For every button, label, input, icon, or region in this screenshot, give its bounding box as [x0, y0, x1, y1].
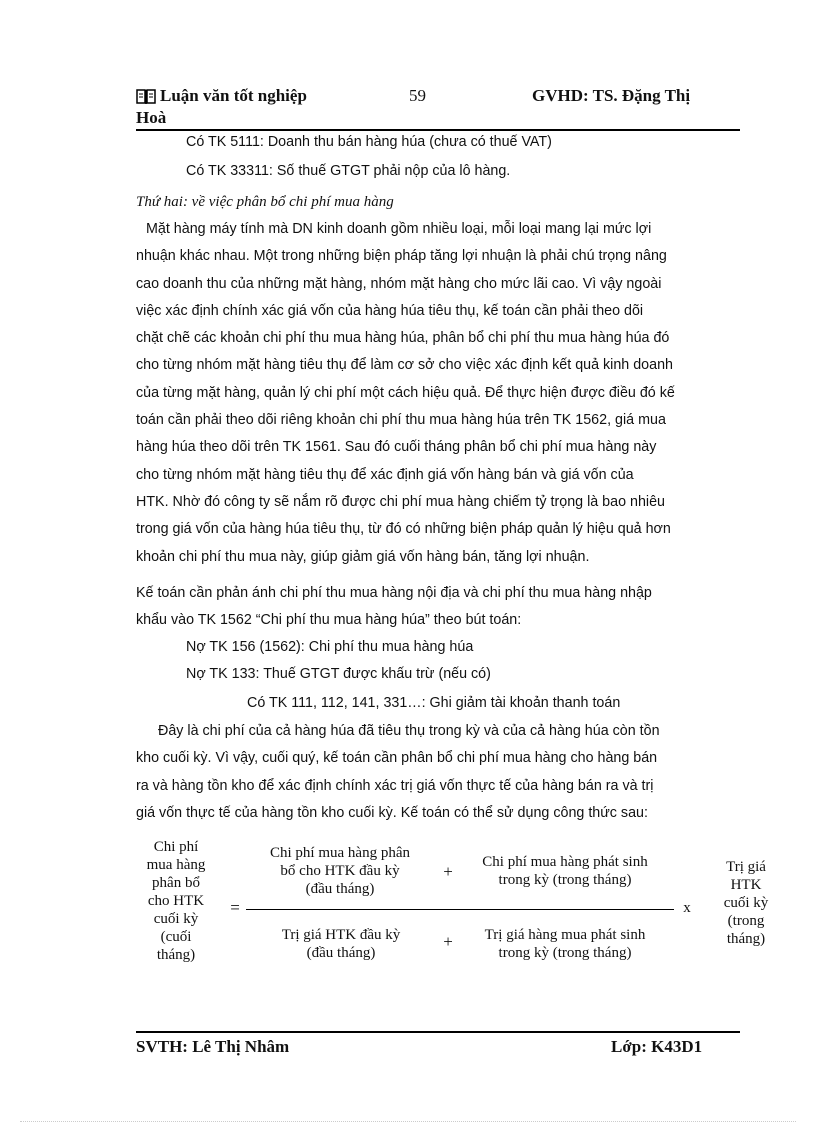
paragraph-line: khẩu vào TK 1562 “Chi phí thu mua hàng húa” theo bút toán:	[136, 612, 522, 629]
formula-text: (cuối	[160, 929, 192, 945]
formula-text: cho HTK	[147, 893, 205, 909]
credit-line-5111: Có TK 5111: Doanh thu bán hàng húa (chưa có thuế VAT)	[186, 134, 552, 150]
paragraph-line: Mặt hàng máy tính mà DN kinh doanh gồm nhiều loại, mỗi loại mang lại mức lợi	[146, 221, 652, 237]
paragraph-line: kho cuối kỳ. Vì vậy, cuối quý, kế toán cần phân bổ chi phí mua hàng cho hàng bán	[136, 750, 658, 767]
paragraph-line: Đây là chi phí của cả hàng húa đã tiêu thụ trong kỳ và của cả hàng húa còn tồn	[158, 723, 660, 739]
paragraph-line: cao doanh thu của những mặt hàng, nhóm mặt hàng cho mức lãi cao. Vì vậy ngoài	[136, 275, 662, 292]
formula-text: Trị giá	[726, 859, 766, 875]
times-sign: x	[683, 900, 691, 916]
paragraph-line: chặt chẽ các khoản chi phí thu mua hàng húa, phân bổ chi phí thu mua hàng húa đó	[136, 330, 670, 347]
formula-text: tháng)	[156, 947, 196, 963]
formula-text: mua hàng	[146, 857, 206, 873]
numerator-term-a	[250, 844, 430, 898]
section-heading: Thứ hai: về việc phân bổ chi phí mua hàng	[136, 194, 394, 210]
advisor-label-cont: Hoà	[136, 108, 167, 127]
formula-text: HTK	[730, 877, 762, 893]
denominator-plus: +	[443, 932, 453, 951]
numerator-term-b	[462, 853, 668, 889]
paragraph-3	[136, 718, 740, 827]
class-label: Lớp: K43D1	[611, 1037, 703, 1056]
paragraph-line: Kế toán cần phản ánh chi phí thu mua hàng nội địa và chi phí thu mua hàng nhập	[136, 585, 652, 601]
formula-text: tháng)	[726, 931, 766, 947]
advisor-label: GVHD: TS. Đặng Thị	[532, 86, 691, 105]
book-icon	[136, 88, 156, 106]
paragraph-line: toán cần phải theo dõi riêng khoản chi phí thu mua hàng húa trên TK 1562, giá mua	[136, 412, 666, 429]
paragraph-1	[136, 216, 740, 571]
numerator-plus: +	[443, 862, 453, 881]
formula-text: trong kỳ (trong tháng)	[498, 872, 632, 888]
formula-text: Trị giá hàng mua phát sinh	[484, 927, 646, 943]
paragraph-line: trong giá vốn của hàng húa tiêu thụ, từ đó có những biện pháp quản lý hiệu quả hơn	[136, 521, 671, 538]
paragraph-line: hàng húa theo dõi trên TK 1561. Sau đó cuối tháng phân bổ chi phí mua hàng này	[136, 439, 657, 456]
paragraph-line: HTK. Nhờ đó công ty sẽ nắm rõ được chi phí mua hàng chiếm tỷ trọng là bao nhiêu	[136, 493, 665, 510]
fraction-bar	[246, 909, 674, 910]
denominator-term-a	[256, 926, 426, 962]
formula-text: Chi phí	[153, 839, 199, 855]
equals-sign: =	[230, 898, 240, 917]
paragraph-line: của từng mặt hàng, quản lý chi phí một cách hiệu quả. Để thực hiện được điều đó kế	[136, 384, 675, 401]
paragraph-line: cho từng nhóm mặt hàng tiêu thụ để làm cơ sở cho việc xác định kết quả kinh doanh	[136, 357, 673, 374]
formula-lhs	[130, 838, 222, 964]
formula-text: Chi phí mua hàng phát sinh	[482, 854, 648, 870]
formula-text: cuối kỳ	[723, 895, 769, 911]
paragraph-line: nhuận khác nhau. Một trong những biện pháp tăng lợi nhuận là phải chú trọng nâng	[136, 248, 667, 265]
formula-text: Chi phí mua hàng phân	[270, 845, 410, 861]
page-number: 59	[409, 86, 426, 105]
thesis-title: Luận văn tốt nghiệp	[160, 86, 307, 105]
formula-text: cuối kỳ	[153, 911, 199, 927]
footer-rule	[136, 1031, 740, 1033]
formula-text: trong kỳ (trong tháng)	[498, 945, 632, 961]
entry-debit-133: Nợ TK 133: Thuế GTGT được khấu trừ (nếu có)	[186, 666, 491, 682]
formula-rhs	[712, 858, 780, 948]
formula-text: (đầu tháng)	[306, 945, 376, 961]
paragraph-line: ra và hàng tồn kho để xác định chính xác trị giá vốn thực tế của hàng bán ra và trị	[136, 777, 654, 794]
denominator-term-b	[462, 926, 668, 962]
page-edge	[20, 1121, 796, 1122]
formula-text: (trong	[727, 913, 765, 929]
student-label: SVTH: Lê Thị Nhâm	[136, 1037, 290, 1056]
formula-text: (đầu tháng)	[305, 881, 375, 897]
paragraph-line: khoản chi phí thu mua này, giúp giảm giá vốn hàng bán, tăng lợi nhuận.	[136, 548, 590, 565]
entry-credit-cash: Có TK 111, 112, 141, 331…: Ghi giảm tài khoản thanh toán	[247, 695, 621, 711]
paragraph-2	[136, 580, 740, 635]
entry-debit-1562: Nợ TK 156 (1562): Chi phí thu mua hàng húa	[186, 639, 474, 655]
running-header	[136, 86, 746, 132]
formula-text: phân bổ	[152, 875, 200, 891]
paragraph-line: giá vốn thực tế của hàng tồn kho cuối kỳ. Kế toán có thể sử dụng công thức sau:	[136, 804, 648, 821]
paragraph-line: việc xác định chính xác giá vốn của hàng húa tiêu thụ, kế toán cần phải theo dõi	[136, 302, 644, 319]
paragraph-line: cho từng nhóm mặt hàng tiêu thụ để xác định giá vốn hàng bán và giá vốn của	[136, 466, 634, 483]
formula-text: bổ cho HTK đầu kỳ	[280, 863, 400, 879]
formula-text: Trị giá HTK đầu kỳ	[281, 927, 401, 943]
credit-line-33311: Có TK 33311: Số thuế GTGT phải nộp của lô hàng.	[186, 163, 511, 179]
